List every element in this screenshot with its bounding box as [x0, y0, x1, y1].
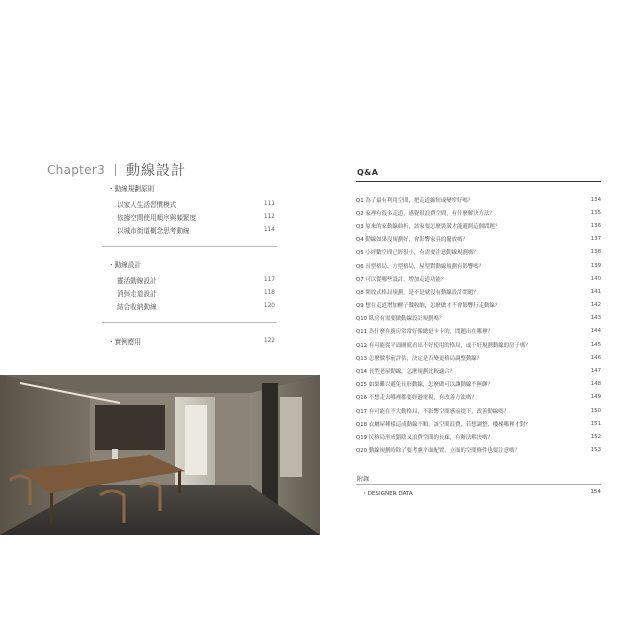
qa-entry-page: 135 [590, 209, 601, 216]
qa-entry[interactable] [356, 312, 601, 325]
toc-entry-label: 消弭走道設計 [117, 289, 157, 298]
qa-entry-page: 140 [590, 275, 601, 282]
toc-entry-examples[interactable] [102, 335, 277, 347]
toc-entry-page: 112 [263, 213, 275, 220]
qa-entry-page: 152 [590, 433, 601, 440]
qa-entry-page: 147 [590, 368, 601, 375]
appendix-entry[interactable] [362, 489, 601, 497]
toc-entry[interactable] [102, 299, 277, 312]
qa-entry-label: Q11 為什麼在廚房常常好像總是卡卡的，問題出在哪裡？ [356, 329, 493, 336]
toc-entry[interactable] [102, 273, 277, 286]
qa-entry-label: Q4 動線如果沒規劃好，會影響家具的擺放嗎？ [356, 237, 468, 244]
qa-entry-label: Q10 臥房有需要做動線設計規劃嗎？ [356, 316, 445, 323]
qa-entry[interactable] [356, 325, 601, 338]
toc-entry[interactable] [102, 197, 277, 210]
appendix-entry-page: 154 [590, 489, 601, 495]
qa-entry[interactable] [356, 430, 601, 443]
qa-entry-label: Q19 民格局形成錯陰又浪費空間的長廊，有辦法解決嗎？ [356, 434, 493, 441]
qa-entry-label: Q5 小坪數空間已經很小，有需要注意動線規劃嗎？ [356, 250, 479, 257]
toc-entry-label: 靈活動線設計 [117, 276, 157, 285]
qa-entry-page: 145 [590, 341, 601, 348]
qa-entry-page: 134 [590, 196, 601, 203]
qa-entry-label: Q20 動線規劃時除了要考慮平面配置，立面的空間條件也要注意嗎？ [356, 448, 520, 455]
appendix-heading: 附錄 [357, 476, 370, 483]
toc-entry-label: 結合收納動線 [117, 302, 157, 311]
qa-entry[interactable] [356, 338, 601, 351]
qa-entry[interactable] [356, 193, 601, 206]
interior-photo [0, 375, 320, 535]
qa-entry[interactable] [356, 285, 601, 298]
qa-entry-page: 137 [590, 236, 601, 243]
toc-entry[interactable] [102, 223, 277, 236]
qa-entry-page: 144 [590, 328, 601, 335]
qa-entry-label: Q13 怎麼做事前評估，決定是否變更格局調整動線？ [356, 355, 483, 362]
chapter-divider [115, 164, 116, 176]
qa-entry-page: 138 [590, 249, 601, 256]
qa-entry-label: Q15 如果難以避免長形動線，怎麼做可以讓動線不無聊？ [356, 382, 493, 389]
qa-entry[interactable] [356, 351, 601, 364]
toc-entry[interactable] [102, 210, 277, 223]
qa-entry[interactable] [356, 233, 601, 246]
qa-entry[interactable] [356, 259, 601, 272]
toc-entry-page: 117 [263, 276, 275, 283]
toc-entry-page: 114 [263, 226, 275, 233]
qa-entry-page: 148 [590, 381, 601, 388]
qa-heading: Q&A [357, 168, 379, 177]
toc-section-title: ・動線設計 [108, 261, 141, 269]
chapter-header [47, 160, 186, 180]
qa-entry-label: Q12 有可能從平面圖就看出不好使用的格局，或不好規劃動線的房子嗎？ [356, 342, 531, 349]
toc-group-principles [102, 183, 277, 247]
toc-entry[interactable] [102, 286, 277, 299]
qa-entry-page: 151 [590, 420, 601, 427]
qa-entry-page: 149 [590, 394, 601, 401]
toc-section-title: ・動線規劃原則 [108, 185, 155, 193]
qa-list [356, 193, 601, 457]
chapter-title: 動線設計 [126, 163, 187, 179]
qa-entry-page: 150 [590, 407, 601, 414]
toc-entry-page: 111 [263, 200, 275, 207]
toc-entry-label: 以家人生活習慣模式 [117, 200, 177, 209]
qa-entry-label: Q7 可以從哪些設計，增加走道功能？ [356, 276, 447, 283]
appendix-divider [356, 484, 601, 485]
qa-entry-label: Q17 有可能在不大動格局，不影響空間感前提下，改善動線嗎？ [356, 408, 509, 415]
qa-entry[interactable] [356, 391, 601, 404]
qa-entry[interactable] [356, 299, 601, 312]
qa-entry-label: Q18 衣屬屋種樣這成動線不順，該空間浪費，若想調整，樓梯哪裡才對？ [356, 421, 531, 428]
chapter-toc [102, 183, 277, 347]
qa-entry-label: Q14 長型老屋動線，怎麼規劃比較適合？ [356, 369, 456, 376]
qa-entry-page: 139 [590, 262, 601, 269]
qa-entry[interactable] [356, 364, 601, 377]
qa-entry[interactable] [356, 206, 601, 219]
toc-entry-label: 以城市街道概念思考動線 [117, 226, 190, 235]
qa-entry[interactable] [356, 417, 601, 430]
qa-entry-label: Q3 原來的家動線曲折，該家要怎麼裝潢才能避開這個問題？ [356, 223, 501, 230]
qa-entry[interactable] [356, 246, 601, 259]
toc-group-design [102, 259, 277, 323]
qa-entry-page: 153 [590, 447, 601, 454]
qa-entry-label: Q8 開放式格局規劃，是不是就沒有動線設計問題？ [356, 289, 479, 296]
qa-entry-page: 143 [590, 315, 601, 322]
toc-entry-page: 120 [263, 302, 275, 309]
appendix-entry-label: ・DESIGNER DATA [362, 491, 413, 497]
qa-entry-page: 141 [590, 288, 601, 295]
toc-entry-label: 依據空間使用順序與頻繁度 [117, 213, 197, 222]
toc-entry-page: 118 [263, 289, 275, 296]
qa-entry-label: Q2 家裡有很多走道，感覺很浪費空間，有什麼解決方法？ [356, 210, 495, 217]
qa-entry-label: Q9 想在走道增加櫃子做收納，怎麼做才不會影響行走動線？ [356, 303, 501, 310]
qa-entry-page: 146 [590, 354, 601, 361]
qa-entry-label: Q1 為了最有利用空間，把走道縮短或變窄好嗎？ [356, 197, 474, 204]
toc-entry-page: 122 [263, 338, 275, 344]
qa-entry[interactable] [356, 378, 601, 391]
qa-entry[interactable] [356, 219, 601, 232]
qa-entry-label: Q16 不想走去哪裡都要經過電視，有改善方法嗎？ [356, 395, 477, 402]
qa-entry[interactable] [356, 404, 601, 417]
qa-entry-page: 136 [590, 222, 601, 229]
chapter-label: Chapter3 [47, 163, 106, 177]
qa-divider [356, 181, 601, 182]
qa-entry-page: 142 [590, 302, 601, 309]
qa-entry-label: Q6 長型格局、方型格局，屋型對動線規劃有影響嗎？ [356, 263, 484, 270]
qa-entry[interactable] [356, 444, 601, 457]
qa-entry[interactable] [356, 272, 601, 285]
toc-entry-label: ・實例應用 [108, 338, 141, 346]
